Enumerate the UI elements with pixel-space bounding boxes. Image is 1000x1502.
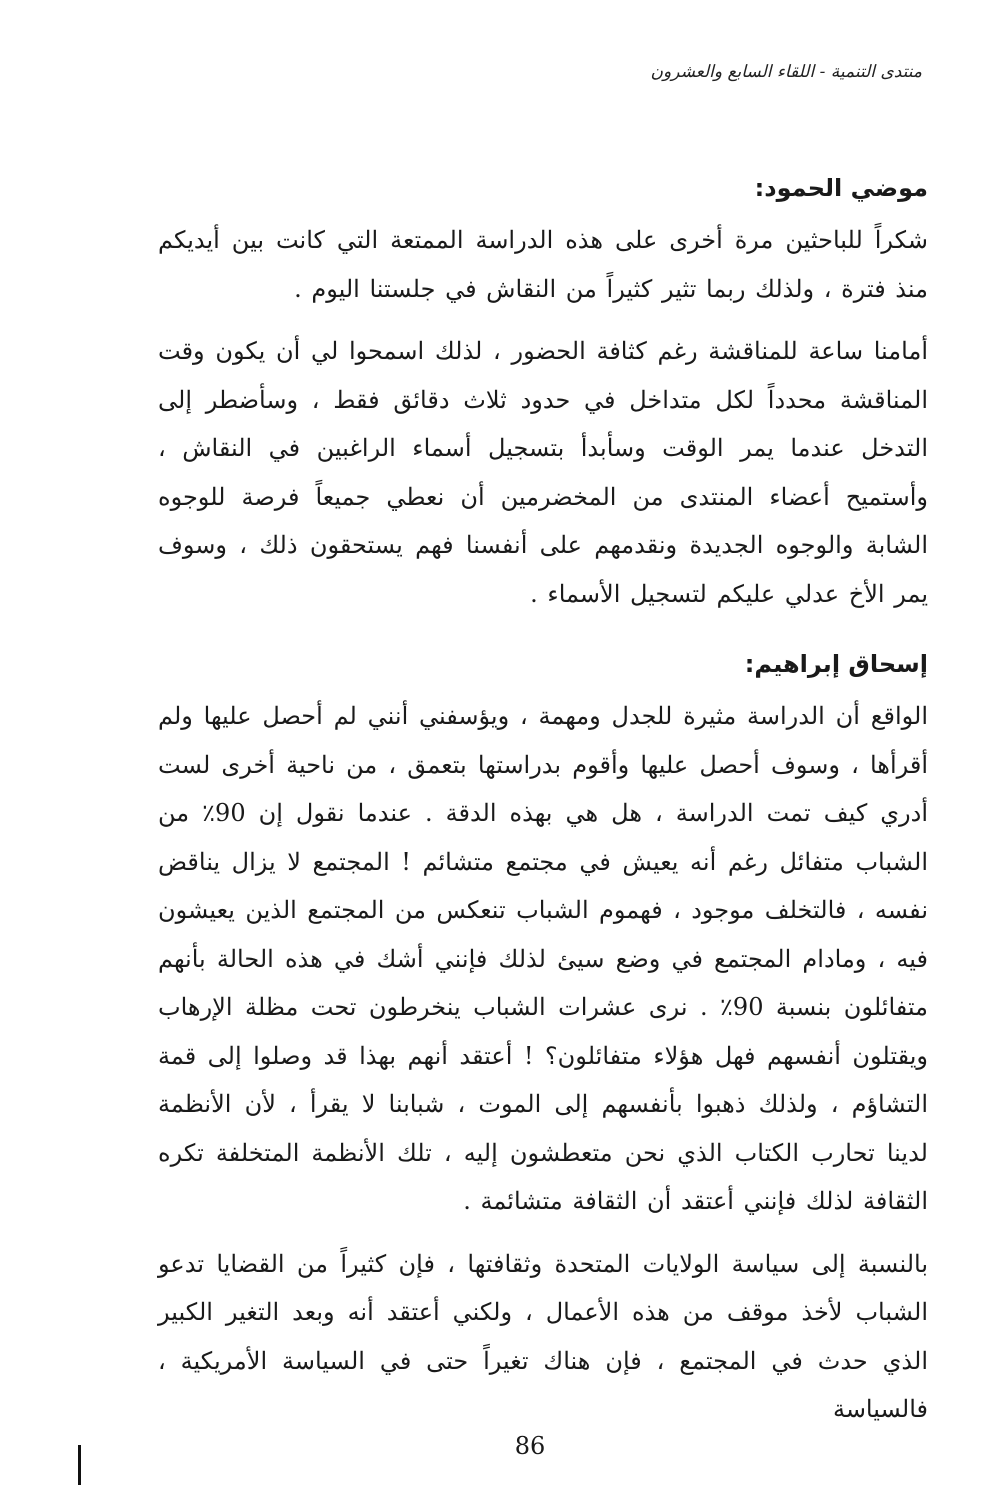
section-spacer bbox=[158, 618, 928, 644]
speaker-name: موضي الحمود: bbox=[754, 174, 928, 202]
scan-edge-mark bbox=[78, 1445, 81, 1485]
page-content bbox=[158, 168, 928, 1434]
paragraph: بالنسبة إلى سياسة الولايات المتحدة وثقافتها ، فإن كثيراً من القضايا تدعو الشباب لأخذ موقف من هذه الأعمال ، ولكني أعتقد أنه وبعد التغير الكبير الذي حدث في المجتمع ، فإن هناك تغيراً حتى في السياسة الأمريكية ، فالسياسة bbox=[158, 1249, 929, 1423]
page-number: 86 bbox=[514, 1432, 546, 1460]
speaker-name: إسحاق إبراهيم: bbox=[744, 650, 928, 678]
paragraph: شكراً للباحثين مرة أخرى على هذه الدراسة الممتعة التي كانت بين أيديكم منذ فترة ، ولذلك ربما تثير كثيراً من النقاش في جلستنا اليوم . bbox=[158, 226, 928, 303]
paragraph: الواقع أن الدراسة مثيرة للجدل ومهمة ، ويؤسفني أنني لم أحصل عليها ولم أقرأها ، وسوف أحصل عليها وأقوم بدراستها بتعمق ، من ناحية أخرى لست أدري كيف تمت الدراسة ، هل هي بهذه الدقة . عندما نقول إن 90٪ من الشباب متفائل رغم أنه يعيش في مجتمع متشائم ! المجتمع لا يزال يناقض نفسه ، فالتخلف موجود ، فهموم الشباب تنعكس من المجتمع الذين يعيشون فيه ، ومادام المجتمع في وضع سيئ لذلك فإنني أشك في هذه الحالة بأنهم متفائلون بنسبة 90٪ . نرى عشرات الشباب ينخرطون تحت مظلة الإرهاب ويقتلون أنفسهم فهل هؤلاء متفائلون؟ ! أعتقد أنهم بهذا قد وصلوا إلى قمة التشاؤم ، ولذلك ذهبوا بأنفسهم إلى الموت ، شبابنا لا يقرأ ، لأن الأنظمة لدينا تحارب الكتاب الذي نحن متعطشون إليه ، تلك الأنظمة المتخلفة تكره الثقافة لذلك فإنني أعتقد أن الثقافة متشائمة . bbox=[158, 702, 928, 1215]
paragraph-spacer bbox=[158, 1226, 928, 1240]
running-header: منتدى التنمية - اللقاء السابع والعشرون bbox=[650, 62, 922, 82]
paragraph-spacer bbox=[158, 313, 928, 327]
paragraph: أمامنا ساعة للمناقشة رغم كثافة الحضور ، لذلك اسمحوا لي أن يكون وقت المناقشة محدداً لكل متداخل في حدود ثلاث دقائق فقط ، وسأضطر إلى التدخل عندما يمر الوقت وسأبدأ بتسجيل أسماء الراغبين في النقاش ، وأستميح أعضاء المنتدى من المخضرمين أن نعطي جميعاً فرصة للوجوه الشابة والوجوه الجديدة ونقدمهم على أنفسنا فهم يستحقون ذلك ، وسوف يمر الأخ عدلي عليكم لتسجيل الأسماء . bbox=[158, 337, 928, 608]
